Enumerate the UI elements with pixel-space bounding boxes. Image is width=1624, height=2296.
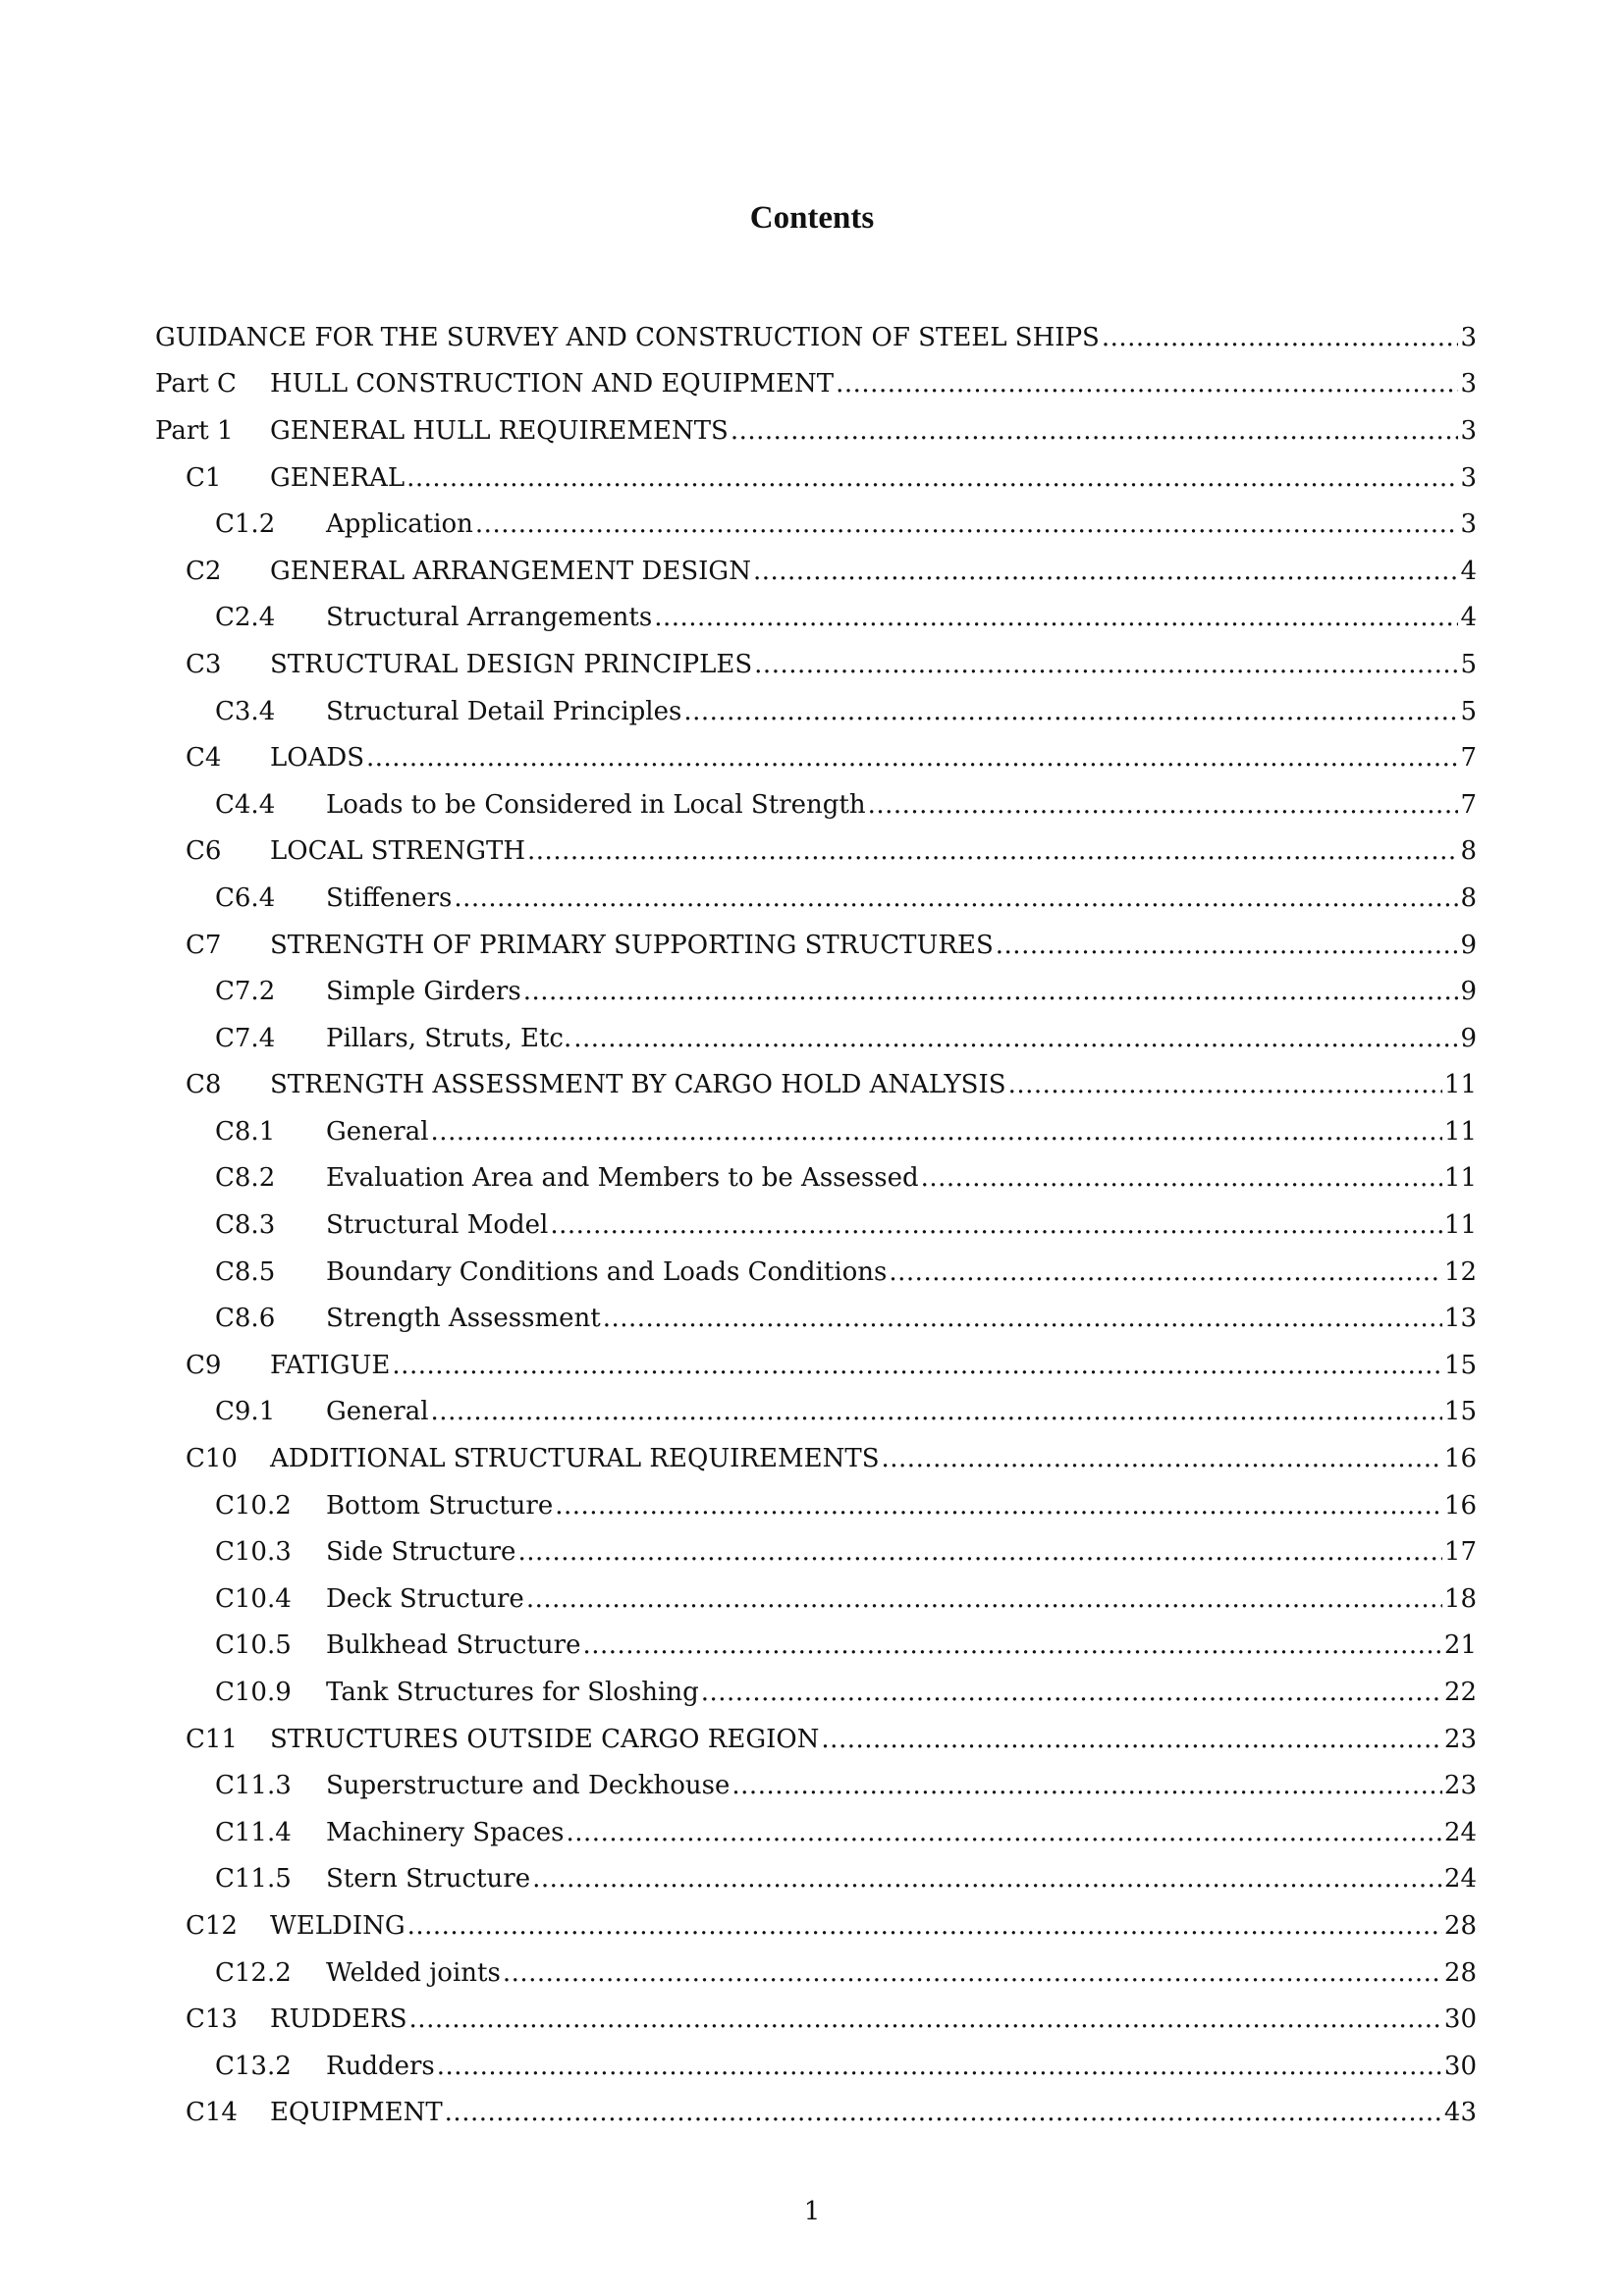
- toc-entry-title: Strength Assessment: [326, 1304, 601, 1334]
- toc-entry-number: C10.3: [215, 1537, 292, 1568]
- toc-entry-title: Pillars, Struts, Etc.: [326, 1023, 572, 1053]
- toc-entry-number: C13: [186, 2004, 238, 2035]
- toc-entry[interactable]: [155, 641, 1477, 688]
- toc-entry-page: 16: [1443, 1444, 1477, 1474]
- toc-leader-dots: [868, 788, 1459, 822]
- toc-entry-page: 9: [1460, 977, 1477, 1007]
- toc-entry-number: C8.5: [215, 1256, 276, 1287]
- toc-entry[interactable]: [155, 1062, 1477, 1109]
- toc-entry-title: General: [326, 1116, 429, 1147]
- toc-leader-dots: [407, 1909, 1442, 1943]
- toc-entry[interactable]: [155, 1249, 1477, 1296]
- toc-entry[interactable]: [155, 1949, 1477, 1997]
- toc-entry[interactable]: [155, 1482, 1477, 1529]
- toc-entry-title: Welded joints: [326, 1957, 501, 1988]
- toc-entry-number: C11.4: [215, 1817, 292, 1847]
- toc-entry[interactable]: [155, 1108, 1477, 1155]
- toc-entry[interactable]: [155, 1389, 1477, 1436]
- toc-entry[interactable]: [155, 1809, 1477, 1856]
- toc-entry-page: 11: [1443, 1070, 1477, 1100]
- toc-entry-title: Simple Girders: [326, 977, 521, 1007]
- toc-entry-number: C7.2: [215, 977, 276, 1007]
- toc-entry-page: 11: [1443, 1116, 1477, 1147]
- toc-entry-page: 9: [1460, 1023, 1477, 1053]
- toc-entry-title: Superstructure and Deckhouse: [326, 1771, 731, 1801]
- toc-leader-dots: [754, 648, 1458, 681]
- toc-entry[interactable]: [155, 1155, 1477, 1202]
- toc-entry[interactable]: [155, 407, 1477, 454]
- toc-leader-dots: [882, 1442, 1442, 1475]
- toc-entry[interactable]: [155, 501, 1477, 548]
- toc-leader-dots: [526, 1582, 1442, 1616]
- toc-leader-dots: [392, 1349, 1441, 1382]
- toc-entry-page: 11: [1443, 1163, 1477, 1194]
- toc-entry[interactable]: [155, 1623, 1477, 1670]
- toc-entry[interactable]: [155, 1201, 1477, 1249]
- toc-entry-title: Loads to be Considered in Local Strength: [326, 789, 866, 820]
- toc-leader-dots: [1102, 321, 1459, 354]
- toc-entry-number: Part 1: [155, 415, 234, 446]
- toc-entry[interactable]: [155, 1435, 1477, 1482]
- toc-entry[interactable]: [155, 781, 1477, 828]
- toc-leader-dots: [503, 1956, 1442, 1990]
- toc-entry-title: Bulkhead Structure: [326, 1630, 581, 1661]
- toc-entry-page: 8: [1460, 882, 1477, 913]
- toc-entry-number: C11.3: [215, 1771, 292, 1801]
- toc-entry-number: C2.4: [215, 603, 276, 633]
- toc-entry[interactable]: [155, 1342, 1477, 1389]
- table-of-contents: [155, 314, 1477, 2136]
- toc-leader-dots: [437, 2050, 1442, 2083]
- toc-entry-number: C3: [186, 649, 222, 679]
- toc-entry[interactable]: [155, 875, 1477, 922]
- toc-entry-number: C10.5: [215, 1630, 292, 1661]
- toc-entry-number: C1: [186, 462, 222, 493]
- toc-entry-page: 30: [1443, 2051, 1477, 2081]
- toc-entry-title: GENERAL ARRANGEMENT DESIGN: [270, 556, 751, 586]
- toc-entry-title: General: [326, 1397, 429, 1427]
- toc-entry-title: EQUIPMENT: [270, 2098, 443, 2128]
- toc-entry-number: C6.4: [215, 882, 276, 913]
- toc-entry-number: C10.2: [215, 1490, 292, 1521]
- toc-entry-title: Machinery Spaces: [326, 1817, 565, 1847]
- toc-entry-number: C8: [186, 1070, 222, 1100]
- page-title: Contents: [749, 200, 875, 236]
- toc-entry-page: 7: [1460, 743, 1477, 774]
- toc-entry[interactable]: [155, 1716, 1477, 1763]
- page-number: 1: [803, 2197, 821, 2226]
- toc-entry-number: C12: [186, 1910, 238, 1941]
- toc-entry-number: C8.2: [215, 1163, 276, 1194]
- toc-leader-dots: [406, 461, 1458, 495]
- toc-entry-number: C9.1: [215, 1397, 276, 1427]
- toc-entry[interactable]: [155, 595, 1477, 642]
- toc-entry-number: C10.4: [215, 1583, 292, 1614]
- toc-entry-page: 12: [1443, 1256, 1477, 1287]
- toc-entry-page: 17: [1443, 1537, 1477, 1568]
- toc-entry-number: C3.4: [215, 696, 276, 726]
- toc-entry[interactable]: [155, 2090, 1477, 2137]
- toc-entry-page: 4: [1460, 603, 1477, 633]
- toc-entry-title: Structural Arrangements: [326, 603, 653, 633]
- toc-entry[interactable]: [155, 1015, 1477, 1062]
- toc-leader-dots: [836, 367, 1458, 400]
- toc-entry-number: C8.1: [215, 1116, 276, 1147]
- toc-entry-number: C10.9: [215, 1678, 292, 1708]
- toc-entry-title: STRENGTH OF PRIMARY SUPPORTING STRUCTURES: [270, 930, 994, 960]
- toc-leader-dots: [889, 1255, 1442, 1289]
- toc-entry[interactable]: [155, 1856, 1477, 1903]
- toc-leader-dots: [921, 1161, 1442, 1195]
- toc-entry-number: C4: [186, 743, 222, 774]
- toc-leader-dots: [475, 507, 1459, 541]
- toc-entry-number: C10: [186, 1444, 238, 1474]
- toc-leader-dots: [431, 1115, 1442, 1148]
- toc-entry-title: LOCAL STRENGTH: [270, 836, 526, 867]
- toc-entry-page: 8: [1460, 836, 1477, 867]
- toc-leader-dots: [701, 1676, 1442, 1709]
- toc-entry-number: C9: [186, 1350, 222, 1380]
- toc-leader-dots: [366, 741, 1458, 774]
- toc-entry-title: Application: [326, 509, 473, 540]
- toc-entry-page: 7: [1460, 789, 1477, 820]
- toc-entry-title: Side Structure: [326, 1537, 516, 1568]
- toc-entry[interactable]: [155, 688, 1477, 735]
- toc-entry-page: 21: [1443, 1630, 1477, 1661]
- toc-entry-number: C6: [186, 836, 222, 867]
- toc-leader-dots: [654, 601, 1458, 634]
- toc-entry-number: C13.2: [215, 2051, 292, 2081]
- toc-entry-title: STRENGTH ASSESSMENT BY CARGO HOLD ANALYSIS: [270, 1070, 1006, 1100]
- toc-entry-page: 5: [1460, 649, 1477, 679]
- toc-entry-page: 11: [1443, 1210, 1477, 1241]
- toc-entry-title: Tank Structures for Sloshing: [326, 1678, 699, 1708]
- toc-entry-page: 9: [1460, 930, 1477, 960]
- toc-entry-page: 5: [1460, 696, 1477, 726]
- toc-leader-dots: [550, 1208, 1442, 1242]
- toc-entry-number: C12.2: [215, 1957, 292, 1988]
- toc-leader-dots: [821, 1723, 1441, 1756]
- toc-entry[interactable]: [155, 1762, 1477, 1809]
- toc-entry[interactable]: [155, 1902, 1477, 1949]
- toc-entry-number: C14: [186, 2098, 238, 2128]
- toc-entry-number: C8.3: [215, 1210, 276, 1241]
- toc-entry-page: 15: [1443, 1350, 1477, 1380]
- toc-entry-number: C8.6: [215, 1304, 276, 1334]
- toc-entry-title: Boundary Conditions and Loads Conditions: [326, 1256, 888, 1287]
- toc-entry[interactable]: [155, 968, 1477, 1015]
- toc-leader-dots: [523, 975, 1459, 1008]
- toc-entry-title: STRUCTURAL DESIGN PRINCIPLES: [270, 649, 753, 679]
- toc-leader-dots: [582, 1629, 1441, 1662]
- toc-entry-number: C7.4: [215, 1023, 276, 1053]
- toc-entry-page: 4: [1460, 556, 1477, 586]
- toc-entry-title: GENERAL: [270, 462, 406, 493]
- toc-entry[interactable]: [155, 1575, 1477, 1623]
- toc-leader-dots: [573, 1022, 1458, 1055]
- toc-leader-dots: [445, 2096, 1442, 2129]
- toc-entry-title: STRUCTURES OUTSIDE CARGO REGION: [270, 1724, 820, 1754]
- toc-entry-title: Structural Detail Principles: [326, 696, 682, 726]
- toc-leader-dots: [409, 2002, 1442, 2036]
- toc-entry-title: Bottom Structure: [326, 1490, 554, 1521]
- toc-entry-page: 23: [1443, 1724, 1477, 1754]
- toc-entry-page: 24: [1443, 1817, 1477, 1847]
- toc-entry-page: 28: [1443, 1910, 1477, 1941]
- toc-entry-number: C11: [186, 1724, 238, 1754]
- toc-entry-page: 43: [1443, 2098, 1477, 2128]
- toc-entry-page: 30: [1443, 2004, 1477, 2035]
- toc-entry-number: C7: [186, 930, 222, 960]
- toc-entry-title: Structural Model: [326, 1210, 549, 1241]
- toc-entry-title: FATIGUE: [270, 1350, 391, 1380]
- toc-entry[interactable]: [155, 548, 1477, 595]
- toc-entry-page: 3: [1460, 322, 1477, 352]
- toc-entry[interactable]: [155, 1669, 1477, 1716]
- toc-entry-page: 22: [1443, 1678, 1477, 1708]
- toc-entry-page: 28: [1443, 1957, 1477, 1988]
- toc-entry-number: C2: [186, 556, 222, 586]
- toc-leader-dots: [731, 1769, 1442, 1802]
- toc-entry-title: RUDDERS: [270, 2004, 407, 2035]
- toc-entry[interactable]: [155, 2043, 1477, 2090]
- toc-entry[interactable]: [155, 1295, 1477, 1342]
- toc-leader-dots: [517, 1535, 1441, 1569]
- toc-entry-title: ADDITIONAL STRUCTURAL REQUIREMENTS: [270, 1444, 880, 1474]
- toc-entry-title: Rudders: [326, 2051, 435, 2081]
- toc-entry-title: Evaluation Area and Members to be Assessed: [326, 1163, 919, 1194]
- toc-leader-dots: [753, 555, 1459, 588]
- toc-entry-number: C1.2: [215, 509, 276, 540]
- toc-entry-title: LOADS: [270, 743, 365, 774]
- toc-leader-dots: [731, 414, 1459, 448]
- toc-leader-dots: [683, 695, 1458, 728]
- toc-leader-dots: [532, 1862, 1442, 1896]
- toc-leader-dots: [555, 1489, 1442, 1522]
- toc-entry-number: C4.4: [215, 789, 276, 820]
- toc-entry-page: 15: [1443, 1397, 1477, 1427]
- toc-entry[interactable]: [155, 922, 1477, 969]
- toc-entry-page: 3: [1460, 462, 1477, 493]
- toc-leader-dots: [996, 929, 1459, 962]
- toc-leader-dots: [1008, 1068, 1442, 1101]
- toc-entry-title: GENERAL HULL REQUIREMENTS: [270, 415, 729, 446]
- toc-leader-dots: [431, 1395, 1442, 1428]
- toc-entry[interactable]: [155, 1528, 1477, 1575]
- toc-leader-dots: [567, 1816, 1442, 1849]
- toc-entry-title: Stiffeners: [326, 882, 453, 913]
- toc-entry-page: 18: [1443, 1583, 1477, 1614]
- toc-entry-page: 23: [1443, 1771, 1477, 1801]
- toc-leader-dots: [527, 834, 1458, 868]
- toc-entry[interactable]: [155, 734, 1477, 781]
- toc-entry[interactable]: [155, 314, 1477, 361]
- toc-entry-page: 16: [1443, 1490, 1477, 1521]
- toc-entry-page: 13: [1443, 1304, 1477, 1334]
- toc-entry-number: C11.5: [215, 1864, 292, 1895]
- toc-entry-page: 3: [1460, 369, 1477, 400]
- toc-entry-title: HULL CONSTRUCTION AND EQUIPMENT: [270, 369, 835, 400]
- toc-entry-page: 3: [1460, 415, 1477, 446]
- toc-entry[interactable]: [155, 828, 1477, 876]
- toc-entry[interactable]: [155, 454, 1477, 502]
- toc-leader-dots: [603, 1302, 1442, 1335]
- toc-entry-title: Deck Structure: [326, 1583, 524, 1614]
- toc-entry-page: 24: [1443, 1864, 1477, 1895]
- toc-entry-title: GUIDANCE FOR THE SURVEY AND CONSTRUCTION OF STEEL SHIPS: [155, 322, 1100, 352]
- toc-entry[interactable]: [155, 361, 1477, 408]
- toc-entry-title: Stern Structure: [326, 1864, 531, 1895]
- toc-entry[interactable]: [155, 1996, 1477, 2043]
- toc-entry-number: Part C: [155, 369, 237, 400]
- toc-leader-dots: [454, 881, 1458, 915]
- toc-entry-title: WELDING: [270, 1910, 406, 1941]
- toc-entry-page: 3: [1460, 509, 1477, 540]
